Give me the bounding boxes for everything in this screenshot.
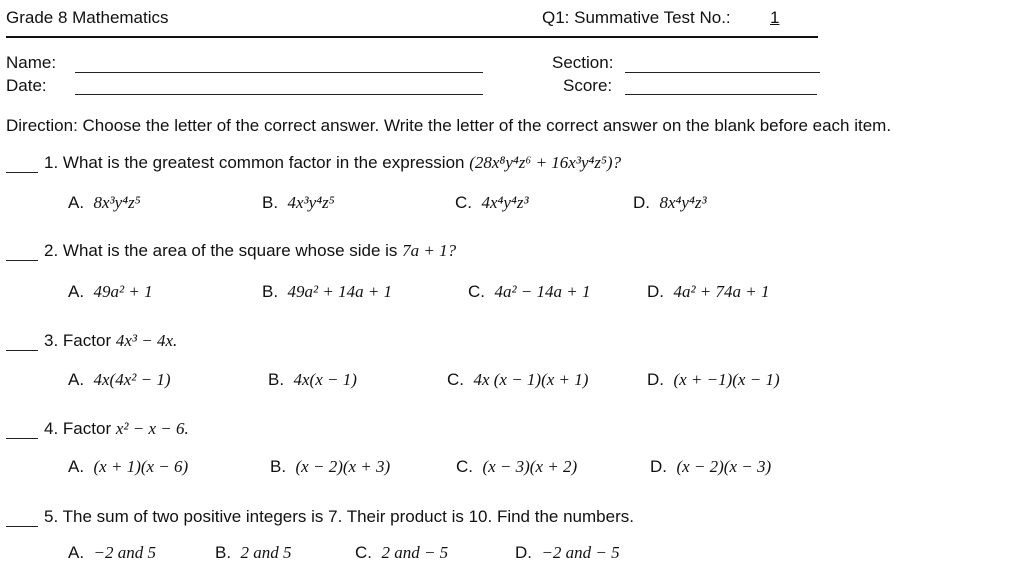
answer-blank[interactable]: [6, 350, 38, 351]
question-prompt: The sum of two positive integers is 7. Their product is 10. Find the numbers.: [62, 507, 634, 526]
option-letter: A.: [68, 543, 85, 562]
option-value: 49a² + 1: [93, 282, 153, 301]
option-letter: B.: [268, 370, 285, 389]
option-letter: B.: [262, 193, 279, 212]
answer-option: [455, 193, 529, 213]
option-value: −2 and 5: [93, 543, 156, 562]
test-label: Q1: Summative Test No.:: [542, 8, 731, 27]
answer-option: [515, 543, 620, 563]
answer-option: [215, 543, 292, 563]
question-text: [44, 419, 189, 439]
answer-option: [270, 457, 390, 477]
option-value: (x − 3)(x + 2): [482, 457, 578, 476]
option-letter: D.: [647, 282, 664, 301]
option-value: 8x³y⁴z⁵: [93, 193, 141, 212]
question-text: [44, 507, 634, 527]
question-number: 3.: [44, 331, 59, 350]
option-letter: D.: [515, 543, 532, 562]
option-letter: C.: [447, 370, 464, 389]
subject-title: Grade 8 Mathematics: [6, 8, 169, 27]
option-letter: D.: [633, 193, 650, 212]
question-number: 1.: [44, 153, 59, 172]
option-value: 4x (x − 1)(x + 1): [473, 370, 589, 389]
answer-option: [68, 543, 156, 563]
question-text: [44, 153, 621, 173]
answer-option: [647, 370, 780, 390]
option-letter: D.: [647, 370, 664, 389]
option-letter: B.: [215, 543, 232, 562]
question-text: [44, 331, 177, 351]
option-value: −2 and − 5: [541, 543, 620, 562]
question-prompt: Factor: [62, 331, 112, 350]
option-value: 4x(x − 1): [293, 370, 357, 389]
answer-option: [468, 282, 591, 302]
option-value: 4a² − 14a + 1: [494, 282, 591, 301]
option-letter: B.: [270, 457, 287, 476]
option-letter: A.: [68, 193, 85, 212]
option-value: (x + −1)(x − 1): [673, 370, 780, 389]
question-prompt: What is the area of the square whose side is: [62, 241, 398, 260]
answer-option: [456, 457, 577, 477]
option-letter: C.: [355, 543, 372, 562]
name-label: Name:: [6, 53, 57, 72]
answer-blank[interactable]: [6, 526, 38, 527]
answer-option: [262, 193, 335, 213]
question-prompt: Factor: [62, 419, 112, 438]
answer-option: [262, 282, 392, 302]
score-field[interactable]: [625, 94, 817, 95]
section-label: Section:: [552, 53, 614, 72]
answer-blank[interactable]: [6, 172, 38, 173]
option-value: 2 and − 5: [381, 543, 449, 562]
option-letter: B.: [262, 282, 279, 301]
answer-option: [68, 282, 153, 302]
option-letter: A.: [68, 282, 85, 301]
question-number: 5.: [44, 507, 59, 526]
test-number: 1: [770, 8, 780, 27]
option-letter: A.: [68, 370, 85, 389]
option-letter: A.: [68, 457, 85, 476]
question-math: 4x³ − 4x.: [115, 331, 178, 350]
option-letter: C.: [456, 457, 473, 476]
answer-option: [68, 370, 171, 390]
option-value: 4x³y⁴z⁵: [287, 193, 335, 212]
option-value: 4a² + 74a + 1: [673, 282, 770, 301]
section-field[interactable]: [625, 72, 820, 73]
question-text: [44, 241, 456, 261]
option-value: (x − 2)(x + 3): [295, 457, 391, 476]
option-letter: D.: [650, 457, 667, 476]
question-number: 4.: [44, 419, 59, 438]
answer-option: [355, 543, 448, 563]
question-prompt: What is the greatest common factor in the expression: [62, 153, 465, 172]
header-rule: [6, 36, 818, 38]
score-label: Score:: [563, 76, 613, 95]
option-value: 4x⁴y⁴z³: [481, 193, 529, 212]
option-value: 2 and 5: [240, 543, 292, 562]
answer-option: [68, 457, 188, 477]
option-value: 4x(4x² − 1): [93, 370, 171, 389]
answer-option: [268, 370, 357, 390]
question-math: 7a + 1?: [402, 241, 457, 260]
answer-blank[interactable]: [6, 260, 38, 261]
option-value: 49a² + 14a + 1: [287, 282, 393, 301]
answer-blank[interactable]: [6, 438, 38, 439]
answer-option: [650, 457, 771, 477]
option-letter: C.: [468, 282, 485, 301]
question-math: x² − x − 6.: [115, 419, 189, 438]
answer-option: [633, 193, 707, 213]
name-field[interactable]: [75, 72, 483, 73]
date-field[interactable]: [75, 94, 483, 95]
option-value: (x + 1)(x − 6): [93, 457, 189, 476]
question-number: 2.: [44, 241, 59, 260]
direction: Direction: Choose the letter of the correct answer. Write the letter of the correct answer on the blank before each item.: [6, 116, 892, 135]
answer-option: [447, 370, 588, 390]
option-value: 8x⁴y⁴z³: [659, 193, 707, 212]
answer-option: [647, 282, 770, 302]
option-value: (x − 2)(x − 3): [676, 457, 772, 476]
answer-option: [68, 193, 141, 213]
date-label: Date:: [6, 76, 47, 95]
option-letter: C.: [455, 193, 472, 212]
question-math: (28x⁸y⁴z⁶ + 16x³y⁴z⁵)?: [469, 153, 622, 172]
